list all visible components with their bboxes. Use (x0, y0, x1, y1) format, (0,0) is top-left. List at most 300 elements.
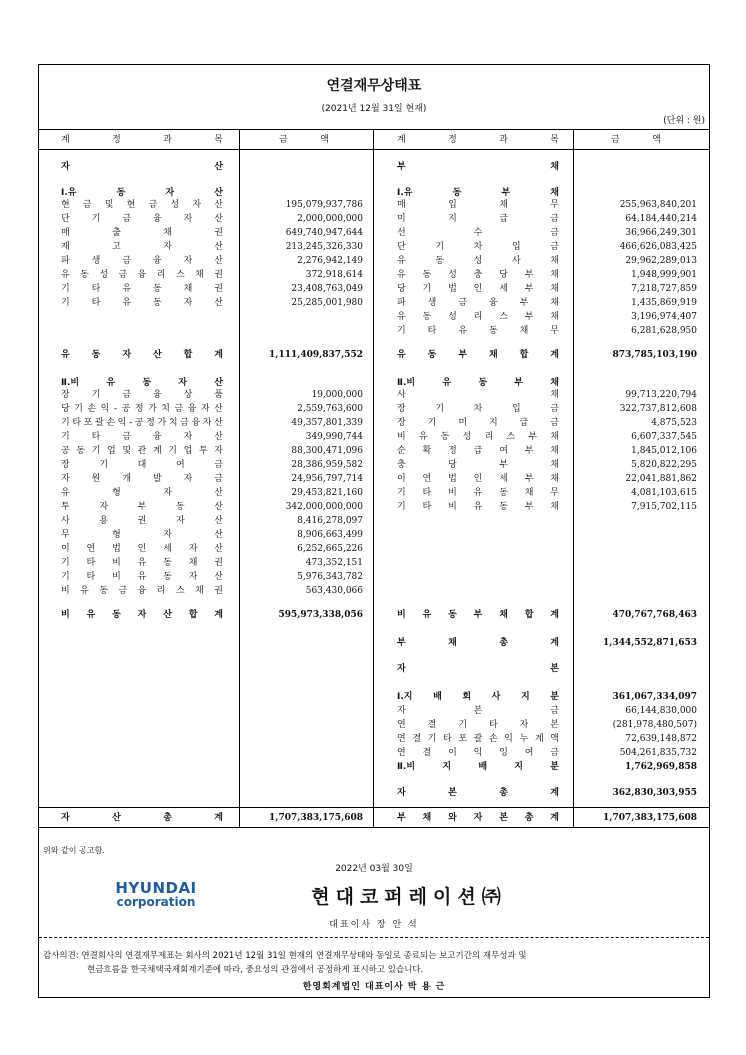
label-char: 채 (499, 610, 508, 620)
label-char: 익 (117, 418, 127, 428)
label-char: 미 (397, 214, 406, 224)
label-char: 자 (175, 516, 185, 526)
total-assets-label (61, 812, 223, 824)
label-char: 당 (397, 284, 406, 294)
asset-amount: 8,906,663,499 (297, 530, 363, 540)
label-char: 자 (178, 378, 187, 388)
label-char: 기 (61, 298, 70, 308)
unit-label: (단위 : 원) (663, 116, 705, 126)
asset-row (39, 585, 709, 597)
label-char: 본 (550, 664, 559, 674)
asset-row (39, 529, 709, 541)
asset-row (39, 543, 709, 555)
label-char: 성 (473, 256, 483, 266)
label-char: 금 (611, 135, 620, 145)
label-char: 비 (448, 502, 457, 512)
label-char: 계 (550, 350, 559, 360)
label-char: 동 (478, 378, 488, 388)
label-char: 분 (550, 692, 559, 702)
label-char: 유 (86, 610, 96, 620)
totals-row (39, 812, 709, 824)
label-char: 채 (488, 350, 498, 360)
label-char: 포 (458, 734, 468, 744)
liability-equity-row (39, 389, 709, 401)
label-char: 부 (524, 474, 534, 484)
liability-equity-row (39, 473, 709, 485)
asset-amount: 29,453,821,160 (291, 488, 363, 498)
label-char: 무 (550, 326, 559, 336)
liability-equity-label (397, 473, 559, 485)
label-char: 권 (214, 270, 223, 280)
label-char: 비 (112, 572, 121, 582)
label-char: 투 (198, 446, 208, 456)
label-char: 수 (473, 228, 483, 238)
asset-label (61, 571, 223, 583)
label-char: 채 (550, 390, 559, 400)
label-char: 합 (519, 350, 529, 360)
liability-equity-row (39, 487, 709, 499)
label-char: 자 (192, 200, 202, 210)
liability-equity-row (39, 609, 709, 621)
report-date: (2021년 12월 31일 현재) (321, 104, 427, 114)
label-char: 급 (519, 418, 529, 428)
liability-equity-row (39, 325, 709, 337)
label-char: - (128, 418, 133, 428)
label-char: 산 (214, 432, 223, 442)
label-char: 투 (61, 502, 70, 512)
label-char: 계 (214, 350, 223, 360)
label-char: 상 (183, 390, 193, 400)
label-char: 자 (183, 214, 193, 224)
liability-equity-row (39, 787, 709, 799)
label-char: 괄 (473, 734, 483, 744)
liability-equity-amount: 1,762,969,858 (624, 762, 697, 772)
label-char: 본 (448, 788, 457, 798)
label-char: 유 (473, 502, 483, 512)
label-char: 동 (91, 350, 101, 360)
liability-equity-row (39, 761, 709, 773)
label-char: 배 (478, 762, 488, 772)
liability-equity-row (39, 161, 709, 173)
liability-equity-amount: 4,081,103,615 (631, 488, 697, 498)
liability-equity-amount: 361,067,334,097 (612, 692, 697, 702)
label-char: 손 (106, 418, 116, 428)
label-char: 유 (442, 378, 452, 388)
label-char: 채 (550, 162, 559, 172)
label-char: 채 (550, 432, 559, 442)
label-char: 동 (448, 610, 457, 620)
label-char: 동 (152, 284, 162, 294)
liability-equity-label (397, 459, 559, 471)
label-char: 자 (202, 418, 212, 428)
label-char: 기 (458, 720, 468, 730)
liability-equity-row (39, 283, 709, 295)
label-char: 장 (397, 418, 406, 428)
label-char: 유 (122, 284, 132, 294)
liability-equity-label (397, 297, 559, 309)
label-char: - (113, 404, 118, 414)
label-char: 금 (550, 242, 559, 252)
label-char: 채 (550, 460, 559, 470)
label-char: 자 (473, 813, 483, 823)
liability-equity-row (39, 377, 709, 389)
liability-equity-amount: 1,845,012,106 (631, 446, 697, 456)
label-char: 산 (214, 488, 223, 498)
label-char: 유 (397, 312, 406, 322)
divider (39, 827, 709, 828)
label-char: 발 (152, 474, 162, 484)
label-char: 동 (76, 446, 86, 456)
label-char: 부 (397, 162, 406, 172)
label-char: 공 (134, 418, 144, 428)
label-char: 융 (152, 256, 162, 266)
label-char: 계 (550, 788, 559, 798)
label-char: 정 (146, 418, 155, 428)
liability-equity-amount: 255,963,840,201 (619, 200, 697, 210)
label-char: Ⅱ.비 (397, 378, 416, 388)
label-char: 기 (61, 558, 70, 568)
label-char: 부 (519, 298, 529, 308)
label-char: 유 (397, 270, 406, 280)
label-char: 파 (61, 256, 70, 266)
liability-equity-amount: 5,820,822,295 (631, 460, 697, 470)
label-char: 유 (458, 326, 468, 336)
label-char: 출 (112, 228, 121, 238)
label-char: 급 (473, 446, 483, 456)
label-char: 산 (214, 162, 223, 172)
label-char: 금 (550, 418, 559, 428)
liability-equity-row (39, 459, 709, 471)
liability-equity-amount: 470,767,768,463 (612, 610, 697, 620)
label-char: 산 (214, 502, 223, 512)
asset-label (61, 529, 223, 541)
label-char: 부 (501, 188, 511, 198)
liability-equity-amount: 1,435,869,919 (631, 298, 697, 308)
label-char: 세 (163, 544, 172, 554)
audit-opinion-line1: 감사의견: 연결회사의 연결재무제표는 회사의 2021년 12월 31일 현재의 연결재무상태와 동일로 종료되는 보고기간의 재무성과 및 (43, 951, 527, 961)
liability-equity-amount: 4,875,523 (651, 418, 697, 428)
liability-equity-label (397, 787, 559, 799)
liability-equity-row (39, 227, 709, 239)
liability-equity-label (397, 609, 559, 621)
label-char: 채 (550, 502, 559, 512)
label-char: 연 (397, 720, 406, 730)
label-char: 연 (397, 748, 406, 758)
label-char: 포 (83, 418, 93, 428)
asset-amount: 2,276,942,149 (297, 256, 363, 266)
label-char: 세 (499, 284, 508, 294)
label-char: 타 (442, 734, 452, 744)
label-char: 계 (214, 610, 223, 620)
liability-equity-amount: 3,196,974,407 (631, 312, 697, 322)
label-char: 융 (191, 418, 201, 428)
label-char: 부 (524, 502, 534, 512)
header-account-right (397, 131, 559, 149)
label-char: 산 (214, 242, 223, 252)
label-char: 자 (397, 664, 406, 674)
label-char: 총 (499, 638, 508, 648)
liability-equity-row (39, 747, 709, 759)
label-char: 미 (458, 418, 468, 428)
label-char: 성 (462, 432, 472, 442)
auditor-name: 한영회계법인 대표이사 박 용 근 (302, 982, 446, 992)
label-char: 기 (91, 390, 101, 400)
label-char: 유 (61, 270, 70, 280)
label-char: 유 (418, 432, 428, 442)
label-char: 동 (152, 298, 162, 308)
asset-label (61, 515, 223, 527)
label-char: 채 (499, 200, 508, 210)
label-char: 산 (214, 418, 223, 428)
asset-amount: 2,559,763,600 (297, 404, 363, 414)
logo-line1: HYUNDAI (115, 879, 197, 897)
label-char: 계 (550, 813, 559, 823)
asset-amount: 6,252,665,226 (297, 544, 363, 554)
label-char: 기 (397, 488, 406, 498)
label-char: 금 (118, 270, 128, 280)
label-char: 부 (137, 502, 147, 512)
label-char: 인 (473, 474, 483, 484)
label-char: 지 (448, 214, 457, 224)
label-char: 사 (397, 390, 406, 400)
liability-equity-amount: 6,607,337,545 (631, 432, 697, 442)
label-char: 채 (550, 474, 559, 484)
label-char: 금 (82, 200, 92, 210)
label-char: 자 (163, 242, 172, 252)
label-char: 세 (499, 474, 508, 484)
label-char: 융 (152, 390, 162, 400)
liability-equity-label (397, 705, 559, 717)
asset-row (39, 515, 709, 527)
label-char: 인 (137, 544, 147, 554)
label-char: 채 (550, 298, 559, 308)
label-char: 비 (112, 558, 121, 568)
label-char: 당 (448, 460, 457, 470)
liability-equity-label (397, 487, 559, 499)
label-char: 재 (61, 242, 70, 252)
label-char: 자 (61, 813, 70, 823)
label-char: 자 (163, 530, 172, 540)
label-char: 치 (168, 418, 178, 428)
audit-opinion-line2: 현금흐름을 한국채택국제회계기준에 따라, 중요성의 관점에서 공정하게 표시하고 있습니다. (87, 965, 424, 975)
label-char: 성 (170, 200, 180, 210)
label-char: 성 (448, 312, 457, 322)
label-char: 유 (106, 378, 116, 388)
label-char: 계 (550, 638, 559, 648)
label-char: 산 (214, 188, 223, 198)
label-char: 산 (112, 813, 121, 823)
label-char: 기 (422, 284, 432, 294)
header-amount-right (611, 131, 661, 149)
label-char: 융 (187, 404, 197, 414)
label-char: 합 (183, 350, 193, 360)
label-char: 원 (91, 474, 101, 484)
liability-equity-row (39, 403, 709, 415)
liability-equity-amount: 7,218,727,859 (631, 284, 697, 294)
label-char: 여 (499, 446, 508, 456)
label-char: 유 (137, 558, 147, 568)
liability-equity-label (397, 199, 559, 211)
divider (39, 807, 709, 808)
header-amount-left (279, 131, 329, 149)
label-char: 기 (61, 418, 70, 428)
label-char: 동 (99, 586, 109, 596)
label-char: 자 (61, 474, 70, 484)
asset-amount: 563,430,066 (305, 586, 363, 596)
asset-amount: 49,357,801,339 (291, 418, 363, 428)
label-char: 동 (499, 488, 508, 498)
label-char: 금 (458, 298, 468, 308)
label-char: 파 (397, 298, 406, 308)
label-char: 유 (122, 298, 132, 308)
label-char: 정 (448, 446, 457, 456)
label-char: 권 (214, 284, 223, 294)
label-char: 법 (448, 474, 457, 484)
label-char: 산 (163, 610, 172, 620)
label-char: 금 (122, 256, 132, 266)
liability-equity-label (397, 747, 559, 759)
label-char: 계 (61, 135, 70, 145)
label-char: 금 (214, 460, 223, 470)
liability-equity-row (39, 187, 709, 199)
liability-equity-amount: 7,915,702,115 (631, 502, 697, 512)
liability-equity-label (397, 377, 559, 389)
label-char: 단 (397, 242, 406, 252)
label-char: 정 (448, 135, 457, 145)
liability-equity-amount: 64,184,440,214 (625, 214, 697, 224)
label-char: 계 (534, 734, 544, 744)
liability-equity-row (39, 269, 709, 281)
label-char: 기 (435, 242, 445, 252)
label-char: 기 (435, 404, 445, 414)
label-char: 업 (183, 446, 193, 456)
label-char: 금 (122, 214, 132, 224)
liability-equity-label (397, 761, 559, 773)
liability-equity-label (397, 663, 559, 675)
label-char: 및 (104, 200, 114, 210)
asset-amount: 1,111,409,837,552 (269, 350, 363, 360)
label-char: 자 (183, 432, 193, 442)
label-char: 자 (165, 188, 175, 198)
label-char: 타 (427, 326, 437, 336)
label-char: 용 (99, 516, 109, 526)
label-char: 스 (499, 312, 508, 322)
liability-equity-row (39, 705, 709, 717)
asset-amount: 25,285,001,980 (291, 298, 363, 308)
label-char: 액 (320, 135, 329, 145)
label-char: 사 (511, 256, 521, 266)
label-char: 단 (61, 214, 70, 224)
label-char: 인 (473, 284, 483, 294)
ceo-name: 대표이사 장 안 석 (329, 920, 419, 930)
liability-equity-label (397, 241, 559, 253)
label-char: 선 (397, 228, 406, 238)
label-char: 가 (157, 418, 167, 428)
label-char: 비 (397, 610, 406, 620)
label-char: 기 (74, 404, 83, 414)
liability-equity-row (39, 241, 709, 253)
label-char: 권 (137, 516, 147, 526)
label-char: 채 (183, 284, 193, 294)
liability-equity-row (39, 311, 709, 323)
label-char: 융 (152, 214, 162, 224)
label-char: 총 (499, 788, 508, 798)
label-char: 타 (422, 502, 432, 512)
label-char: 타 (422, 488, 432, 498)
label-char: 산 (152, 350, 162, 360)
label-char: 급 (499, 214, 508, 224)
label-char: 유 (422, 610, 432, 620)
label-char: 부 (524, 270, 534, 280)
label-char: 기 (427, 734, 437, 744)
label-char: 차 (473, 404, 483, 414)
label-char: 금 (148, 200, 158, 210)
label-char: 산 (214, 256, 223, 266)
label-char: 자 (122, 350, 132, 360)
label-char: 이 (448, 748, 457, 758)
liability-equity-amount: 66,144,830,000 (625, 706, 697, 716)
label-char: 무 (550, 200, 559, 210)
label-char: 당 (499, 270, 508, 280)
asset-amount: 88,300,471,096 (291, 446, 363, 456)
label-char: 동 (142, 378, 152, 388)
asset-amount: 595,973,338,056 (278, 610, 363, 620)
label-char: 동 (488, 326, 498, 336)
label-char: 리 (484, 432, 494, 442)
label-char: 기 (61, 432, 70, 442)
label-char: 동 (422, 312, 432, 322)
label-char: 관 (137, 446, 147, 456)
label-char: 자 (214, 446, 223, 456)
label-char: 정 (134, 404, 144, 414)
label-char: 리 (156, 586, 166, 596)
liability-equity-label (397, 325, 559, 337)
label-char: 채 (550, 446, 559, 456)
label-char: 융 (137, 586, 147, 596)
label-char: 계 (397, 135, 406, 145)
label-char: 입 (448, 200, 457, 210)
label-char: 산 (214, 214, 223, 224)
label-char: 생 (91, 256, 101, 266)
label-char: 금 (550, 706, 559, 716)
label-char: 금 (550, 748, 559, 758)
label-char: 부 (524, 284, 534, 294)
label-char: 법 (112, 544, 121, 554)
label-char: 동 (112, 610, 121, 620)
label-char: 금 (550, 214, 559, 224)
label-char: 부 (397, 813, 406, 823)
label-char: 개 (122, 474, 132, 484)
asset-amount: 649,740,947,644 (285, 228, 363, 238)
label-char: 스 (175, 586, 185, 596)
asset-amount: 342,000,000,000 (285, 502, 363, 512)
dashed-divider (39, 937, 709, 938)
label-char: 부 (524, 446, 534, 456)
label-char: 잉 (499, 748, 508, 758)
label-char: 채 (550, 312, 559, 322)
asset-amount: 8,416,278,097 (297, 516, 363, 526)
label-char: 매 (61, 228, 70, 238)
label-char: 유 (397, 350, 406, 360)
total-liabilities-equity-amount: 1,707,383,175,608 (603, 813, 697, 823)
label-char: 산 (214, 200, 223, 210)
label-char: 계 (214, 813, 223, 823)
label-char: Ⅰ.유 (397, 188, 413, 198)
liability-equity-row (39, 213, 709, 225)
asset-amount: 19,000,000 (311, 390, 363, 400)
label-char: 유 (61, 488, 70, 498)
label-char: 권 (214, 228, 223, 238)
